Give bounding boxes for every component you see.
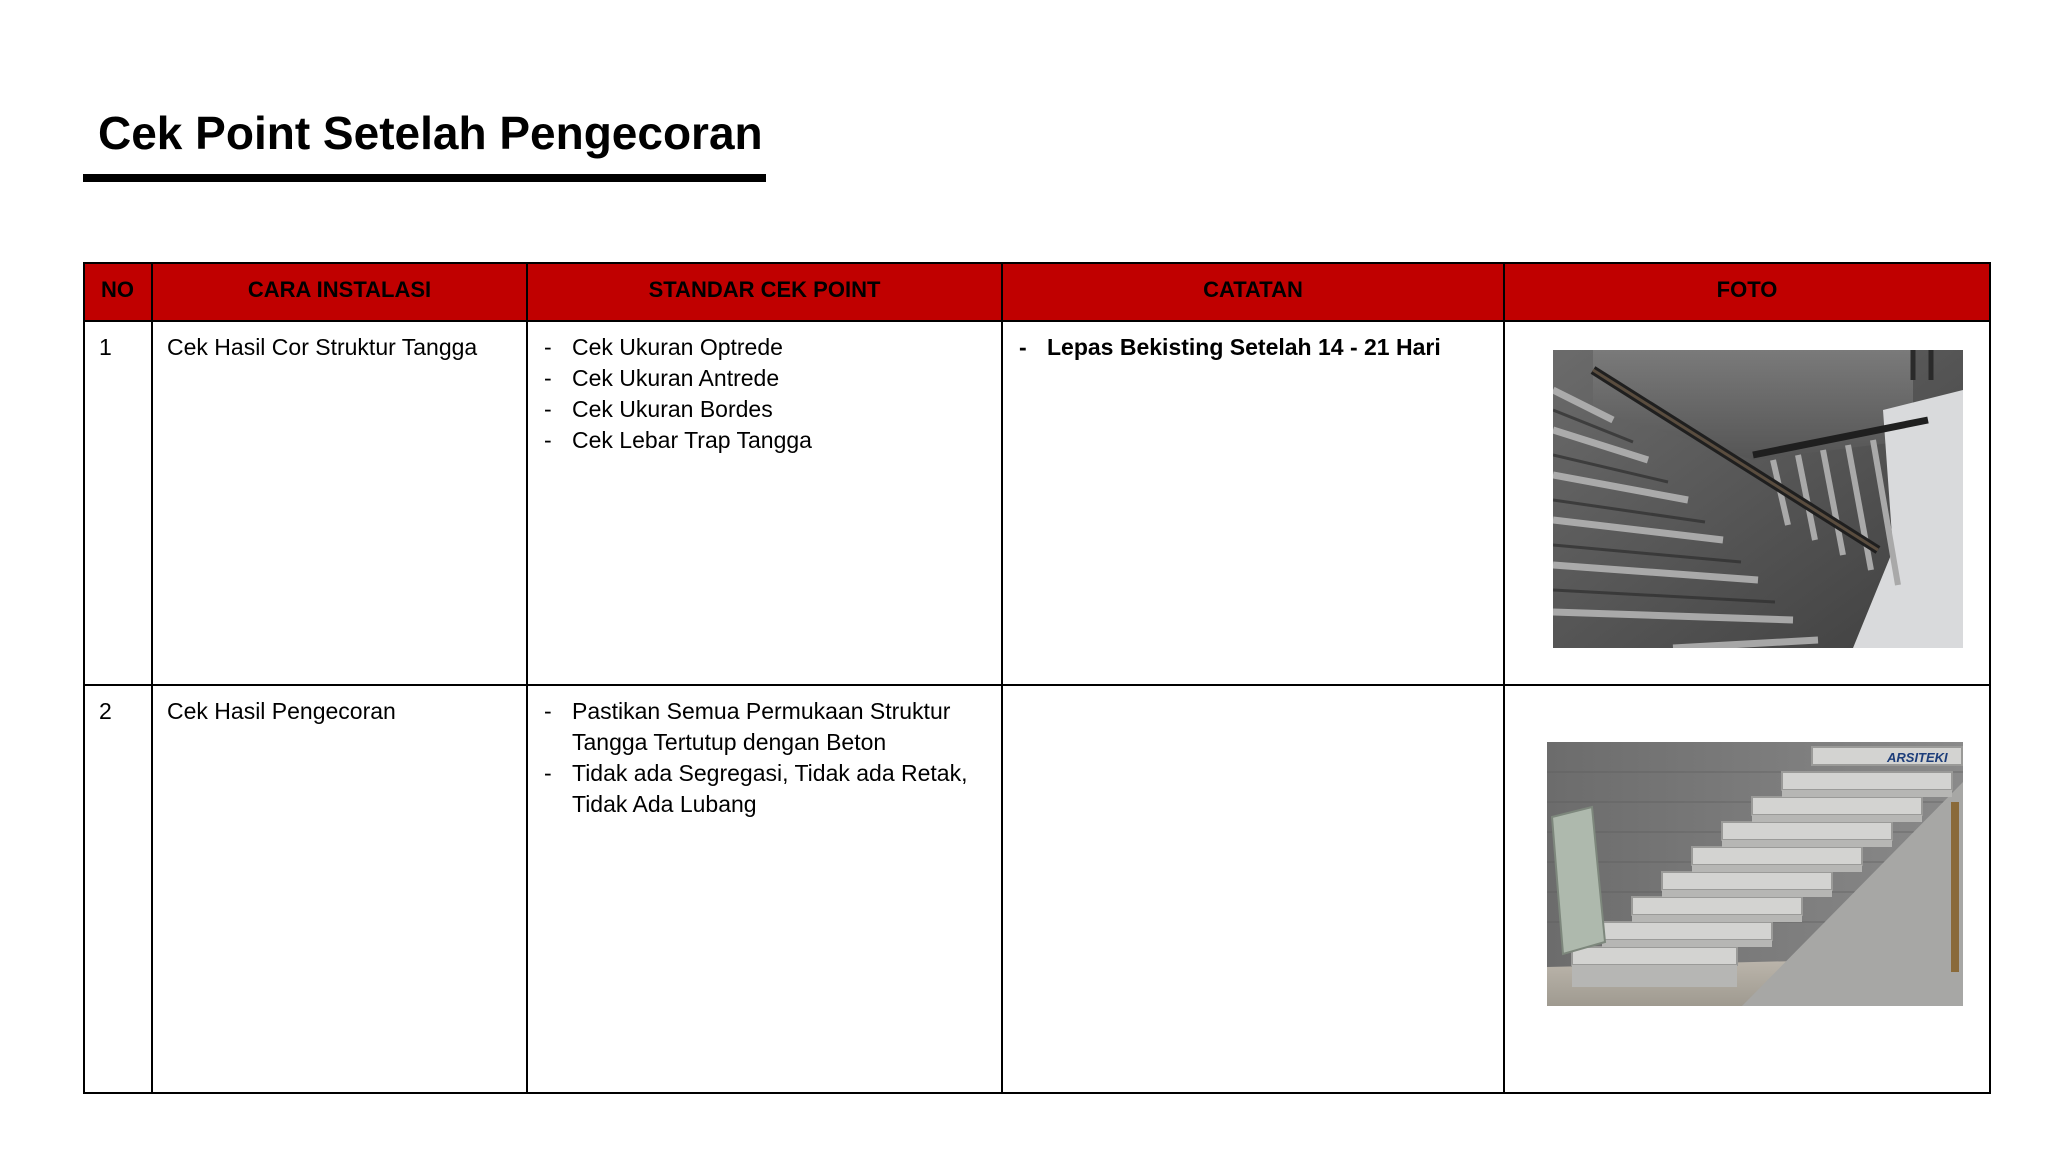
cara-instalasi-cell: Cek Hasil Pengecoran — [152, 685, 527, 1093]
list-item: - Lepas Bekisting Setelah 14 - 21 Hari — [1017, 332, 1489, 363]
list-item: - Cek Ukuran Antrede — [542, 363, 987, 394]
header-no: NO — [84, 263, 152, 321]
finished-stair-photo — [1547, 742, 1963, 1006]
checklist-table — [83, 262, 1991, 1094]
standar-cek-point-cell — [527, 685, 1002, 1093]
list-item: - Cek Ukuran Optrede — [542, 332, 987, 363]
foto-cell — [1504, 321, 1990, 685]
row-number: 1 — [84, 321, 152, 685]
row-number: 2 — [84, 685, 152, 1093]
foto-cell — [1504, 685, 1990, 1093]
photo-watermark: ARSITEKI — [1887, 750, 1948, 765]
table-header-row — [84, 263, 1990, 321]
catatan-cell — [1002, 685, 1504, 1093]
header-standar-cek-point: STANDAR CEK POINT — [527, 263, 1002, 321]
list-item: - Cek Ukuran Bordes — [542, 394, 987, 425]
list-item: - Tidak ada Segregasi, Tidak ada Retak, Tidak Ada Lubang — [542, 758, 987, 820]
catatan-cell — [1002, 321, 1504, 685]
cara-instalasi-cell: Cek Hasil Cor Struktur Tangga — [152, 321, 527, 685]
standar-list — [542, 696, 987, 820]
table-row — [84, 685, 1990, 1093]
list-item: - Cek Lebar Trap Tangga — [542, 425, 987, 456]
standar-cek-point-cell — [527, 321, 1002, 685]
header-foto: FOTO — [1504, 263, 1990, 321]
table-row — [84, 321, 1990, 685]
header-catatan: CATATAN — [1002, 263, 1504, 321]
standar-list — [542, 332, 987, 456]
stair-formwork-photo — [1553, 350, 1963, 648]
header-cara-instalasi: CARA INSTALASI — [152, 263, 527, 321]
catatan-list — [1017, 332, 1489, 363]
page-title: Cek Point Setelah Pengecoran — [98, 107, 763, 159]
list-item: - Pastikan Semua Permukaan Struktur Tangga Tertutup dengan Beton — [542, 696, 987, 758]
title-underline — [83, 174, 766, 182]
